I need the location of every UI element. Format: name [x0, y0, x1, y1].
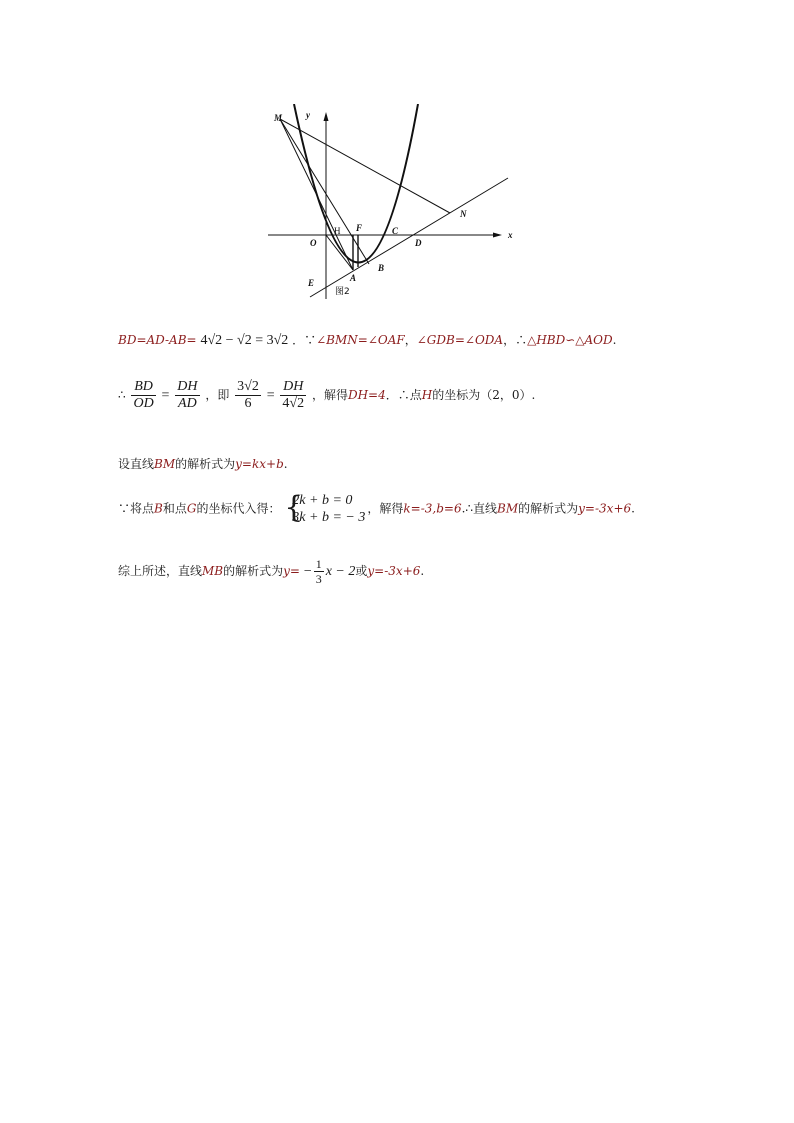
dh-value: DH=4	[347, 388, 386, 402]
period: .	[631, 501, 635, 516]
y-axis-arrow	[324, 112, 329, 121]
fraction-one-third: $\frac{1}{3}$	[315, 557, 322, 586]
line-e-d	[310, 178, 508, 297]
line-bm-label: BM	[497, 501, 519, 516]
namely-text: ，即	[205, 388, 230, 402]
analytic-text: 的解析式为	[223, 564, 284, 578]
label-h: H	[334, 226, 341, 236]
analytic-text: 的解析式为	[518, 501, 579, 516]
line-mb-label: MB	[202, 564, 224, 578]
period: .	[283, 457, 288, 471]
second-equation: y=-3x+6	[367, 564, 421, 578]
fraction-bd-od: $\frac{BD}{OD}$	[133, 379, 154, 411]
or-text: 或	[355, 564, 368, 578]
therefore-symbol: ∴	[118, 388, 126, 402]
label-m: M	[274, 113, 283, 123]
therefore-line-text: .∴直线	[461, 501, 498, 516]
solution-line-3	[118, 458, 288, 470]
line-ma	[280, 119, 353, 270]
because-text: ∵将点	[118, 501, 155, 516]
label-b: B	[378, 263, 385, 273]
point-b: B	[154, 501, 163, 516]
summary-text: 综上所述，直线	[118, 564, 203, 578]
y-equals: y=	[283, 564, 300, 578]
label-f: F	[356, 223, 363, 233]
line-mn	[280, 119, 450, 213]
comma: ，	[404, 333, 417, 347]
equals: =	[161, 388, 170, 403]
point-g: G	[186, 501, 197, 516]
kb-values: k=-3,b=6	[403, 501, 462, 516]
point-h: H	[421, 388, 433, 402]
analytic-text: 的解析式为	[175, 457, 236, 471]
line-bm-label: BM	[154, 457, 176, 471]
solution-line-4	[118, 492, 635, 526]
label-d: D	[415, 238, 422, 248]
fraction-dh-ad: $\frac{DH}{AD}$	[177, 379, 198, 411]
similar-triangles: △HBD∽△AOD	[527, 333, 613, 347]
angle-bmn-oaf: ∠BMN=∠OAF	[316, 333, 405, 347]
label-c: C	[392, 226, 399, 236]
period: .	[420, 564, 425, 578]
equation-system: { 2k + b = 0 3k + b = − 3	[284, 490, 366, 525]
solution-line-1	[118, 334, 616, 348]
label-x: x	[508, 230, 513, 240]
radical-equation: 4√2 − √2 = 3√2	[200, 333, 289, 348]
bd-expression: BD=AD-AB=	[118, 333, 197, 347]
solution-line-5	[118, 558, 424, 585]
substitute-text: 的坐标代入得：	[196, 501, 281, 516]
figure-2	[262, 104, 522, 300]
x-minus-two: x − 2	[325, 564, 356, 579]
result-equation: y=-3x+6	[578, 501, 632, 516]
line-oa	[326, 235, 353, 270]
because-symbol: ．∵	[292, 333, 317, 347]
therefore-symbol: ，∴	[503, 333, 528, 347]
fraction-dh-4root2: $\frac{DH}{4√2}$	[282, 379, 305, 411]
minus-sign: −	[303, 564, 312, 579]
figure-caption: 图2	[335, 287, 350, 297]
solve-text: ，解得	[367, 501, 404, 516]
line-mb	[280, 119, 369, 264]
parabola-diagram	[262, 104, 522, 300]
x-axis-arrow	[493, 233, 502, 238]
label-n: N	[460, 209, 467, 219]
general-equation: y=kx+b	[235, 457, 284, 471]
set-line-text: 设直线	[118, 457, 155, 471]
fraction-3root2-6: $\frac{3√2}{6}$	[237, 379, 259, 411]
point-text: ．∴点	[385, 388, 422, 402]
coordinate-text: 的坐标为（2，0）.	[432, 388, 536, 402]
solve-text: ，解得	[311, 388, 348, 402]
label-y: y	[306, 110, 310, 120]
label-e: E	[308, 278, 315, 288]
label-a: A	[350, 273, 357, 283]
solution-line-2	[118, 380, 535, 411]
equals: =	[266, 388, 275, 403]
period: .	[612, 333, 617, 347]
angle-gdb-oda: ∠GDB=∠ODA	[416, 333, 504, 347]
and-text: 和点	[162, 501, 187, 516]
label-o: O	[310, 238, 317, 248]
